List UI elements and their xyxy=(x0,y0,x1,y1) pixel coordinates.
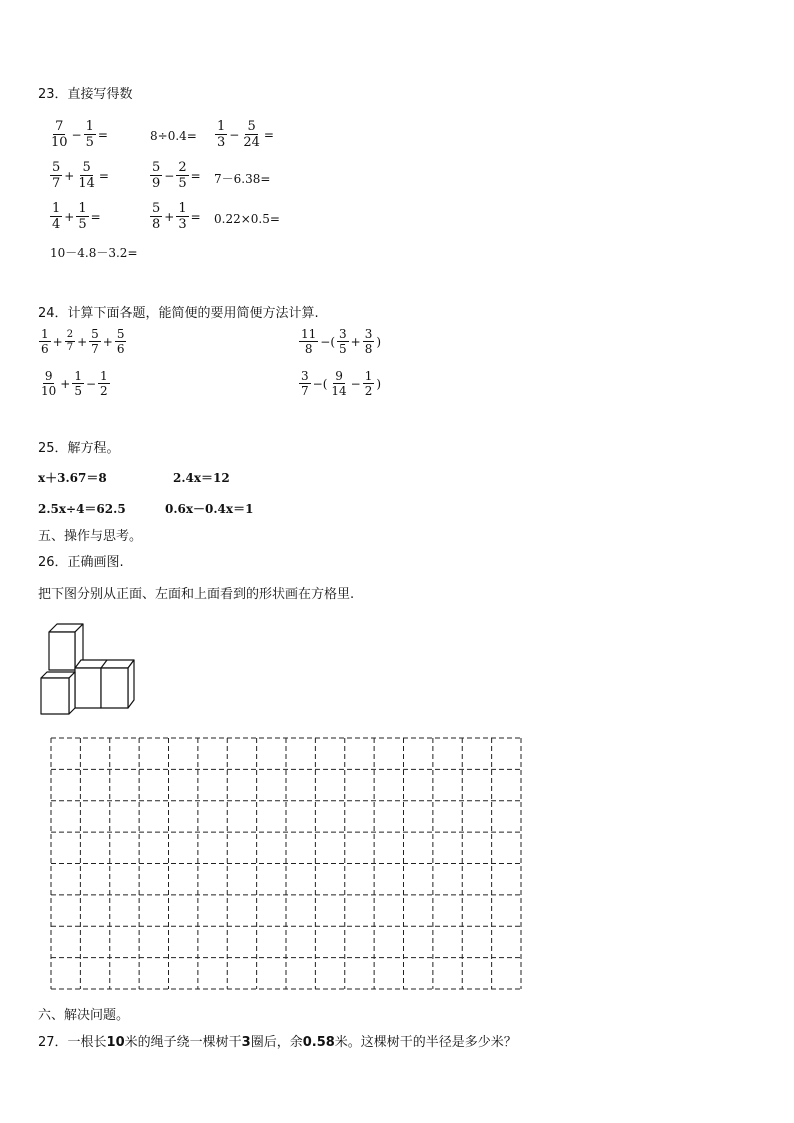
q24-title: 24．计算下面各题，能简便的要用简便方法计算. xyxy=(38,306,319,321)
fraction: $\frac{1}{2}$ xyxy=(100,369,108,398)
q24-expr-4: $\frac{3}{7}$ −( $\frac{9}{14}$ − $\frac{1}{2}$ ) xyxy=(301,369,382,398)
fraction: $\frac{2}{5}$ xyxy=(178,160,187,191)
fraction: $\frac{5}{6}$ xyxy=(116,327,125,356)
fraction: $\frac{5}{7}$ xyxy=(91,327,99,356)
fraction: $\frac{1}{5}$ xyxy=(78,201,87,232)
q24-expr-1: $\frac{1}{6}$ + $\frac{2}{7}$ + $\frac{5}{7}$ + $\frac{5}{6}$ xyxy=(41,327,125,356)
fraction: $\frac{3}{5}$ xyxy=(339,327,347,356)
fraction: $\frac{1}{4}$ xyxy=(52,201,61,232)
drawing-grid[interactable] xyxy=(50,737,522,990)
q23-r2-a: $\frac{5}{7}$ + $\frac{5}{14}$ = xyxy=(52,160,109,191)
q23-r3-a: $\frac{1}{4}$ + $\frac{1}{5}$ = xyxy=(52,201,101,232)
fraction: $\frac{11}{8}$ xyxy=(301,327,317,356)
fraction: $\frac{1}{5}$ xyxy=(85,119,94,150)
equation-4: 0.6x－0.4x＝1 xyxy=(165,502,254,516)
fraction: $\frac{9}{10}$ xyxy=(41,369,57,398)
cube-front-face xyxy=(41,678,69,714)
cube-front-face xyxy=(49,632,75,670)
fraction: $\frac{5}{14}$ xyxy=(78,160,95,191)
fraction: $\frac{3}{7}$ xyxy=(301,369,309,398)
fraction: $\frac{1}{5}$ xyxy=(74,369,82,398)
q23-r3-b: $\frac{5}{8}$ + $\frac{1}{3}$ = xyxy=(152,201,201,232)
cube-front-face xyxy=(75,668,101,708)
q23-r1-b: 8÷0.4= xyxy=(150,129,197,143)
q23-r3-c: 0.22×0.5= xyxy=(214,212,280,226)
cube-front-face xyxy=(101,668,128,708)
cube-figure xyxy=(38,620,138,716)
q27-question: 27．一根长10米的绳子绕一棵树干3圈后，余0.58米。这棵树干的半径是多少米？ xyxy=(38,1035,517,1050)
section-6-heading: 六、解决问题。 xyxy=(38,1008,130,1023)
q23-r2-b: $\frac{5}{9}$ − $\frac{2}{5}$ = xyxy=(152,160,201,191)
fraction: $\frac{5}{24}$ xyxy=(243,119,260,150)
q26-title: 26．正确画图. xyxy=(38,555,124,570)
q23-r1-a: $\frac{7}{10}$ − $\frac{1}{5}$ = xyxy=(51,119,108,150)
equation-2: 2.4x＝12 xyxy=(173,471,230,485)
q23-r2-c: 7－6.38= xyxy=(214,172,271,186)
equation-3: 2.5x÷4＝62.5 xyxy=(38,502,126,516)
q23-r1-c: $\frac{1}{3}$ − $\frac{5}{24}$ = xyxy=(217,119,274,150)
cube-side-face xyxy=(69,672,75,714)
fraction: $\frac{7}{10}$ xyxy=(51,119,68,150)
fraction: $\frac{9}{14}$ xyxy=(331,369,347,398)
q24-expr-2: $\frac{11}{8}$ −( $\frac{3}{5}$ + $\frac{3}{8}$ ) xyxy=(301,327,382,356)
q24-expr-3: $\frac{9}{10}$ + $\frac{1}{5}$ − $\frac{1}{2}$ xyxy=(41,369,108,398)
q26-instruction: 把下图分别从正面、左面和上面看到的形状画在方格里. xyxy=(38,587,355,602)
fraction: $\frac{1}{3}$ xyxy=(217,119,226,150)
fraction: $\frac{1}{6}$ xyxy=(41,327,49,356)
fraction: $\frac{5}{7}$ xyxy=(52,160,61,191)
fraction: $\frac{1}{2}$ xyxy=(364,369,373,398)
cube-side-face xyxy=(128,660,134,708)
q23-title: 23．直接写得数 xyxy=(38,87,133,102)
fraction: $\frac{2}{7}$ xyxy=(66,329,74,353)
q23-r4: 10－4.8－3.2= xyxy=(50,246,138,260)
fraction: $\frac{5}{9}$ xyxy=(152,160,161,191)
q25-title: 25．解方程。 xyxy=(38,441,120,456)
fraction: $\frac{3}{8}$ xyxy=(364,327,373,356)
fraction: $\frac{1}{3}$ xyxy=(178,201,187,232)
equation-1: x＋3.67＝8 xyxy=(38,471,107,485)
section-5-heading: 五、操作与思考。 xyxy=(38,529,143,544)
fraction: $\frac{5}{8}$ xyxy=(152,201,161,232)
